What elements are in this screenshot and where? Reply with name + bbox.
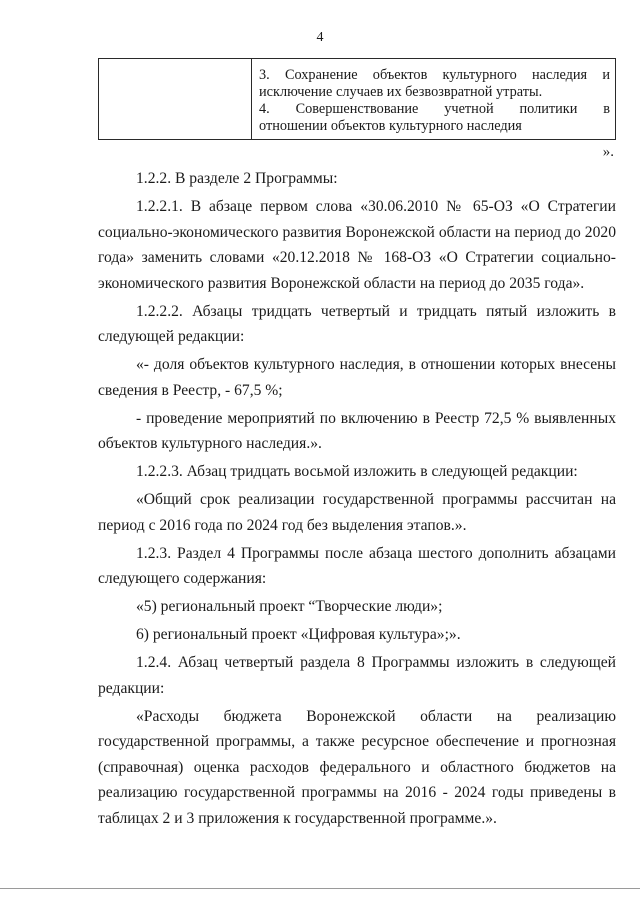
paragraph: - проведение мероприятий по включению в Реестр 72,5 % выявленных объектов культурного наследия.». — [98, 409, 616, 452]
table-close-quote: ». — [602, 144, 614, 160]
paragraph: 1.2.2.3. Абзац тридцать восьмой изложить в следующей редакции: — [136, 463, 578, 480]
paragraph: «- доля объектов культурного наследия, в отношении которых внесены сведения в Реестр, - 67,5 %; — [98, 356, 616, 399]
page-number: 4 — [316, 30, 324, 45]
paragraph: «Общий срок реализации государственной программы рассчитан на период с 2016 года по 2024 год без выделения этапов.». — [98, 491, 616, 534]
paragraph: «Расходы бюджета Воронежской области на реализацию государственной программы, а также ресурсное обеспечение и прогнозная (справочная) оценка расходов федерального и областного бюджетов на реализацию государственной программы на 2016 - 2024 годы приведены в таблицах 2 и 3 приложения к государственной программе.». — [98, 707, 616, 827]
table-line: 4. Совершенствование учетной политики в — [259, 101, 610, 117]
table-line: 3. Сохранение объектов культурного наследия и — [259, 67, 610, 83]
table-line: исключение случаев их безвозвратной утраты. — [259, 84, 543, 100]
paragraph: 1.2.2. В разделе 2 Программы: — [136, 170, 338, 187]
paragraph: 1.2.3. Раздел 4 Программы после абзаца шестого дополнить абзацами следующего содержания: — [98, 544, 616, 587]
paragraph: 6) региональный проект «Цифровая культура»;». — [136, 626, 461, 643]
paragraph: «5) региональный проект “Творческие люди»; — [136, 598, 443, 615]
table-cell-right — [252, 59, 615, 139]
table-line: отношении объектов культурного наследия — [259, 118, 522, 134]
paragraph: 1.2.2.1. В абзаце первом слова «30.06.2010 № 65-ОЗ «О Стратегии социально-экономического развития Воронежской области на период до 2020 года» заменить словами «20.12.2018 № 168-ОЗ «О Стратегии социально-экономического развития Воронежской области на период до 2035 года». — [98, 198, 616, 292]
paragraph: 1.2.2.2. Абзацы тридцать четвертый и тридцать пятый изложить в следующей редакции: — [98, 302, 616, 345]
bottom-divider — [0, 888, 640, 889]
strategy-goals-table — [98, 58, 616, 140]
paragraph: 1.2.4. Абзац четвертый раздела 8 Программы изложить в следующей редакции: — [98, 654, 616, 697]
table-cell-left — [99, 59, 252, 139]
document-body — [98, 166, 616, 834]
